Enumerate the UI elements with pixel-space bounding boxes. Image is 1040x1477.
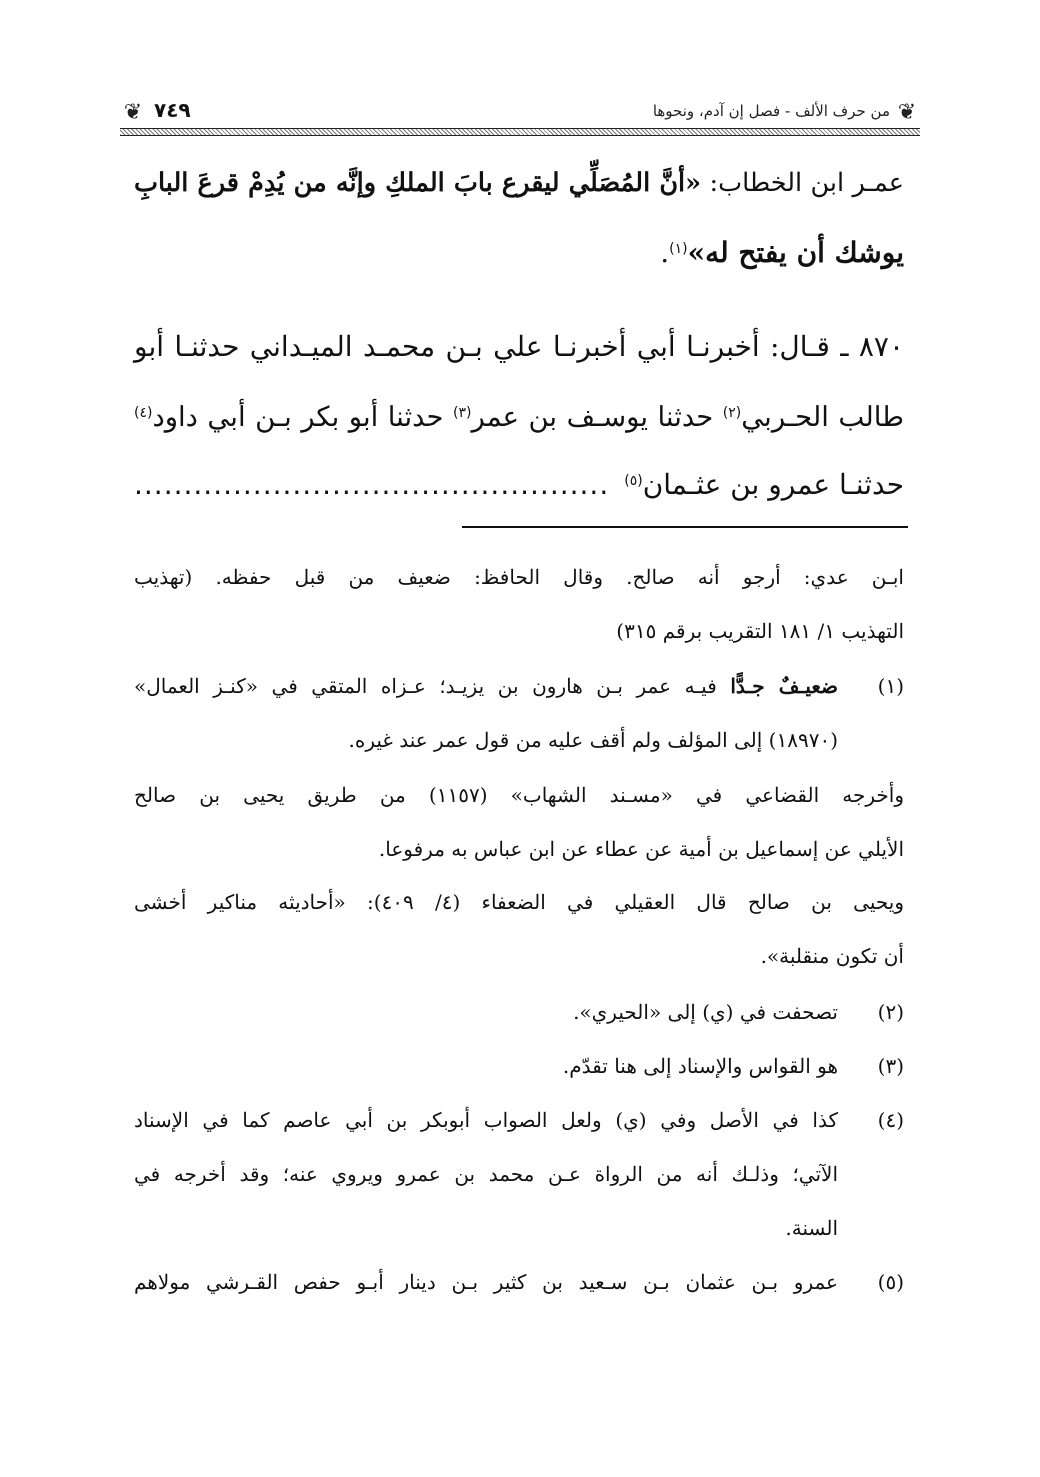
footnote-number: (٤) [877, 1108, 904, 1132]
footnote-marker: (٥) [624, 473, 643, 489]
footnote-1-line [134, 672, 838, 700]
right-ornament-icon: ❦ [897, 100, 917, 125]
body-text: ٨٧٠ ـ قـال: أخبرنـا أبي أخبرنـا علي بـن محمـد الميـداني حدثنـا أبو [134, 330, 904, 363]
footnote-4-line: السنة. [785, 1216, 838, 1240]
running-header [120, 92, 920, 138]
body-text: . [660, 236, 670, 269]
body-text: حدثنـا عمرو بن عثـمان [642, 468, 904, 501]
footnote-1-line: الأيلي عن إسماعيل بن أمية عن عطاء عن ابن عباس به مرفوعا. [378, 837, 904, 861]
footnote-1-line: أن تكون منقلبة». [760, 944, 904, 968]
hadith-quote: يوشك أن يفتح له» [687, 236, 904, 269]
footnote-marker: (٣) [453, 405, 472, 421]
body-line-4 [134, 400, 904, 434]
footnote-text: فيـه عمر بـن هارون بن يزيـد؛ عـزاه المتقي في «كنـز العمال» [134, 674, 731, 698]
body-line-3 [134, 330, 904, 364]
body-text: طالب الحـربي [741, 401, 904, 433]
footnote-number: (١) [877, 674, 904, 698]
footnote-continuation-line: ابـن عدي: أرجو أنه صالح. وقال الحافظ: ضعيف من قبل حفظه. (تهذيب [134, 565, 904, 589]
footnote-marker: (٤) [134, 405, 153, 421]
grading-text: ضعيـفٌ جـدًّا [730, 674, 838, 698]
footnote-continuation-line: التهذيب ١/ ١٨١ التقريب برقم ٣١٥) [616, 619, 904, 643]
footnote-separator [462, 526, 908, 528]
footnote-marker: (٢) [722, 405, 742, 421]
body-line-1 [134, 166, 904, 200]
footnote-4-line: الآتي؛ وذلـك أنه من الرواة عـن محمد بن عمرو ويروي عنه؛ وقد أخرجه في [134, 1162, 838, 1186]
body-text: حدثنا أبو بكر بـن أبي داود [152, 401, 454, 433]
body-line-2 [134, 236, 904, 270]
body-text: حدثنا يوسـف بن عمر [471, 401, 723, 433]
footnote-number: (٥) [877, 1270, 904, 1294]
footnote-number: (٣) [877, 1054, 904, 1078]
footnote-3-line: هو القواس والإسناد إلى هنا تقدّم. [562, 1054, 838, 1078]
footnote-marker: (١) [669, 241, 688, 257]
footnote-5-line: عمرو بـن عثمان بـن سـعيد بن كثير بـن دينار أبـو حفص القـرشي مولاهم [134, 1270, 838, 1294]
header-rule [120, 128, 920, 136]
body-line-5 [134, 468, 904, 502]
left-ornament-icon: ❦ [123, 100, 143, 125]
footnote-4-line: كذا في الأصل وفي (ي) ولعل الصواب أبوبكر بن أبي عاصم كما في الإسناد [134, 1108, 838, 1132]
footnote-2-line: تصحفت في (ي) إلى «الحيري». [573, 1000, 838, 1024]
page-number: ٧٤٩ [154, 98, 191, 122]
footnote-1-line: وأخرجه القضاعي في «مسـند الشهاب» (١١٥٧) من طريق يحيى بن صالح [134, 783, 904, 807]
running-title: من حرف الألف - فصل إن آدم، ونحوها [652, 102, 890, 120]
continuation-dots: ................................................ [134, 468, 610, 501]
body-text: عمـر ابن الخطاب: [701, 168, 904, 198]
footnote-1-line: ويحيى بن صالح قال العقيلي في الضعفاء (٤/ ٤٠٩): «أحاديثه مناكير أخشى [134, 890, 904, 914]
footnote-1-line: (١٨٩٧٠) إلى المؤلف ولم أقف عليه من قول عمر عند غيره. [348, 728, 838, 752]
footnote-number: (٢) [877, 1000, 904, 1024]
hadith-quote: «أنَّ المُصَلِّي ليقرع بابَ الملكِ وإنَّه من يُدِمْ قرعَ البابِ [134, 168, 702, 198]
